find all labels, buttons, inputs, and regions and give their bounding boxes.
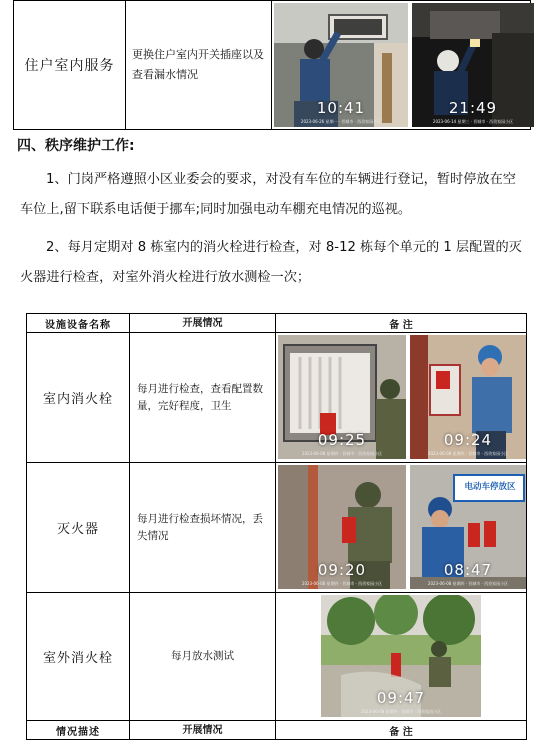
service-category-cell bbox=[14, 1, 126, 130]
photo-timestamp: 21:49 bbox=[448, 99, 498, 117]
photo-timestamp: 08:47 bbox=[443, 561, 493, 579]
facility-inspection-table bbox=[26, 313, 527, 740]
table-row bbox=[27, 333, 527, 463]
facility-status: 每月放水测试 bbox=[171, 650, 234, 662]
header-facility-name: 设施设备名称 bbox=[27, 314, 130, 333]
photo-timestamp: 09:24 bbox=[443, 431, 493, 449]
photo-caption: 2023-06-08 星期四 · 晋城市 · 西贵家园小区 bbox=[360, 709, 442, 714]
footer-situation-description: 情况描述 bbox=[27, 721, 130, 740]
photo-caption: 2023-06-08 星期四 · 晋城市 · 西贵家园小区 bbox=[427, 451, 509, 456]
section-heading: 四、秩序维护工作: bbox=[17, 138, 135, 154]
table-footer-row bbox=[27, 721, 527, 740]
photo-night-inspection bbox=[412, 3, 534, 127]
facility-status-cell bbox=[130, 333, 276, 463]
facility-status: 每月进行检查，查看配置数量，完好程度，卫生 bbox=[137, 382, 263, 412]
photo-extinguisher-1 bbox=[278, 465, 406, 589]
facility-photos-cell bbox=[276, 333, 527, 463]
photo-extinguisher-2 bbox=[410, 465, 526, 589]
photo-timestamp: 10:41 bbox=[316, 99, 366, 117]
service-description: 更换住户室内开关插座以及查看漏水情况 bbox=[132, 48, 264, 81]
table-row bbox=[27, 463, 527, 593]
resident-service-table bbox=[13, 0, 531, 130]
photo-caption: 2023-06-08 星期四 · 晋城市 · 西贵家园小区 bbox=[301, 581, 383, 586]
facility-photos-cell bbox=[276, 463, 527, 593]
photo-ceiling-repair bbox=[274, 3, 408, 127]
photo-caption: 2023-06-08 星期四 · 晋城市 · 西贵家园小区 bbox=[301, 451, 383, 456]
facility-status: 每月进行检查损坏情况，丢失情况 bbox=[137, 512, 263, 542]
footer-remarks: 备 注 bbox=[276, 721, 527, 740]
photo-indoor-hydrant-2 bbox=[410, 335, 526, 459]
footer-status: 开展情况 bbox=[130, 721, 276, 740]
photo-caption: 2023-06-26 星期一 · 晋城市 · 西贵家园小区 bbox=[300, 119, 382, 124]
service-description-cell bbox=[126, 1, 272, 130]
facility-name: 灭火器 bbox=[27, 463, 130, 593]
photo-timestamp: 09:47 bbox=[376, 689, 426, 707]
paragraph-fire-inspection: 2、每月定期对 8 栋室内的消火栓进行检查，对 8-12 栋每个单元的 1 层配置的灭火器进行检查，对室外消火栓进行放水测检一次； bbox=[20, 240, 522, 285]
facility-status-cell bbox=[130, 463, 276, 593]
facility-photos-cell bbox=[276, 593, 527, 721]
table-row bbox=[27, 593, 527, 721]
photo-caption: 2023-06-14 星期三 · 晋城市 · 西贵家园小区 bbox=[432, 119, 514, 124]
header-status: 开展情况 bbox=[130, 314, 276, 333]
photo-timestamp: 09:25 bbox=[317, 431, 367, 449]
table-header-row bbox=[27, 314, 527, 333]
facility-name: 室内消火栓 bbox=[27, 333, 130, 463]
service-photos-cell bbox=[272, 1, 531, 130]
parking-sign-text: 电动车停放区 bbox=[464, 482, 516, 492]
service-category: 住户室内服务 bbox=[24, 58, 115, 74]
photo-timestamp: 09:20 bbox=[317, 561, 367, 579]
header-remarks: 备 注 bbox=[276, 314, 527, 333]
facility-name: 室外消火栓 bbox=[27, 593, 130, 721]
photo-outdoor-hydrant bbox=[321, 595, 481, 717]
photo-caption: 2023-06-08 星期四 · 晋城市 · 西贵家园小区 bbox=[427, 581, 509, 586]
facility-status-cell bbox=[130, 593, 276, 721]
paragraph-gate-parking: 1、门岗严格遵照小区业委会的要求，对没有车位的车辆进行登记，暂时停放在空车位上,留下联系电话便于挪车;同时加强电动车棚充电情况的巡视。 bbox=[20, 172, 516, 217]
photo-indoor-hydrant-1 bbox=[278, 335, 406, 459]
